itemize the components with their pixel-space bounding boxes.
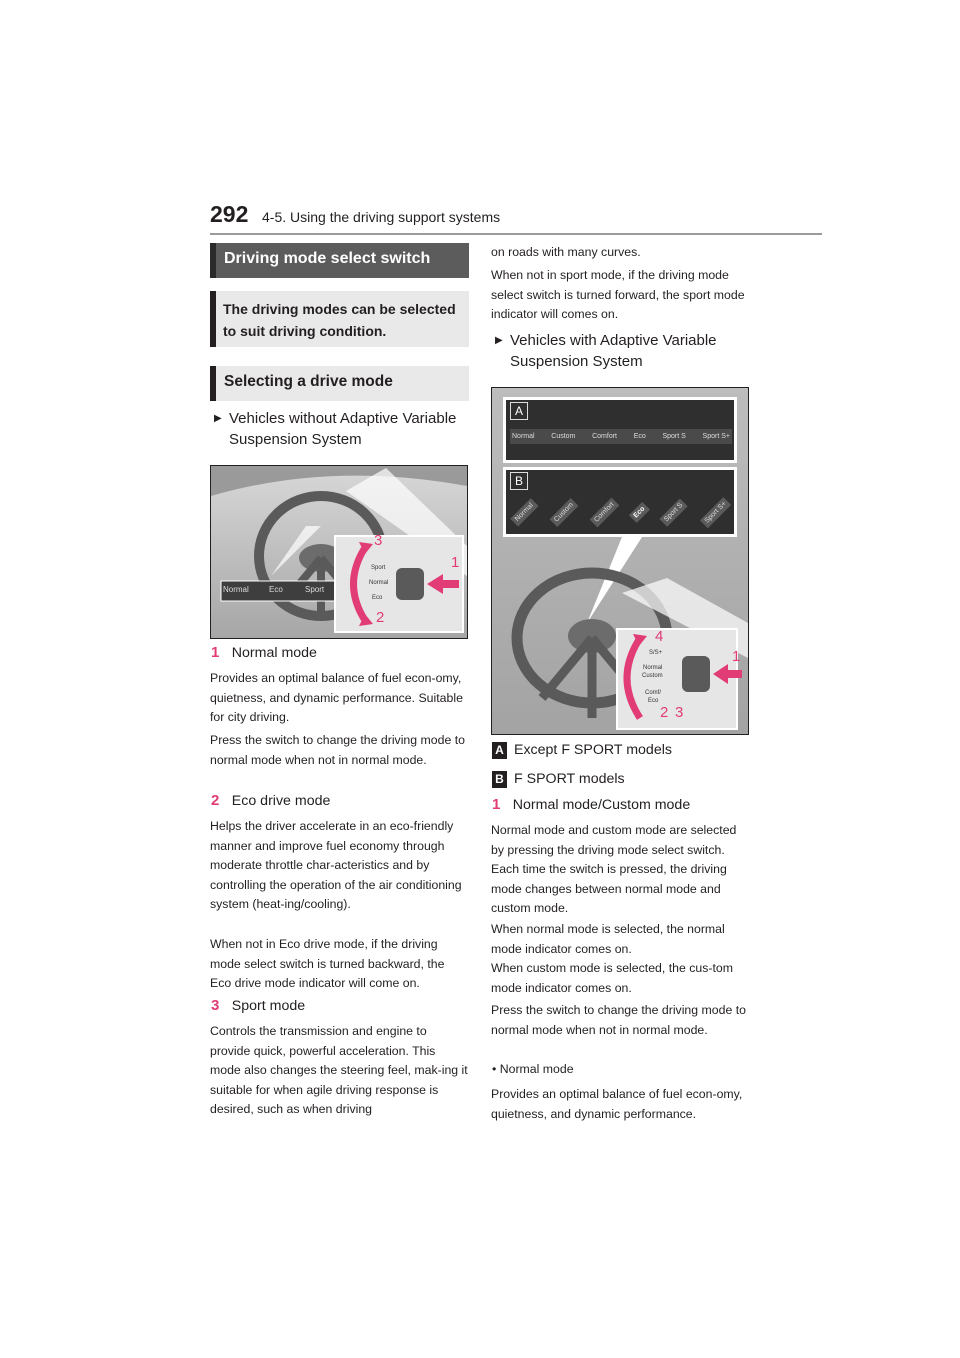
- item-2: [211, 792, 330, 810]
- mode-label: Sport S: [662, 433, 686, 440]
- figure-without-avs: [210, 465, 468, 639]
- mode-label: Custom: [549, 497, 578, 526]
- section-title: 4-5. Using the driving support systems: [262, 209, 501, 225]
- item-1: [211, 644, 317, 662]
- legend-text-a: Except F SPORT models: [514, 742, 672, 758]
- page-number: 292: [210, 201, 249, 227]
- figure-label-a: A: [510, 402, 528, 420]
- mode-label: Normal: [510, 498, 538, 526]
- intro-text: The driving modes can be selected to suit driving condition.: [223, 301, 456, 339]
- paragraph: Provides an optimal balance of fuel econ-omy, quietness, and dynamic performance.: [491, 1087, 743, 1121]
- bullet-heading: Vehicles without Adaptive Variable Suspension System: [229, 410, 457, 448]
- sub-heading-bar: [210, 366, 216, 401]
- header-rule: [210, 233, 822, 235]
- callout-1: 1: [732, 648, 741, 665]
- item-number: 2: [211, 792, 220, 809]
- mode-label: Normal: [512, 433, 535, 440]
- callout-4: 4: [655, 628, 664, 645]
- callout-3: 3: [675, 704, 684, 721]
- paragraph: When custom mode is selected, the cus-tom mode indicator comes on.: [491, 961, 733, 995]
- switch-label: S/S+: [649, 650, 663, 656]
- sub-heading-box: [210, 366, 469, 401]
- legend-text-b: F SPORT models: [514, 771, 625, 787]
- callout-1: 1: [451, 554, 460, 571]
- item-1-right: [492, 796, 690, 814]
- banner-title: Driving mode select switch: [224, 250, 431, 267]
- paragraph: Helps the driver accelerate in an eco-friendly manner and improve fuel economy through moderate throttle char-acteristics and by controlling the operation of the air conditioning system (heat-ing/cooling).: [210, 819, 462, 911]
- mode-display-b: [510, 492, 732, 532]
- paragraph: When not in sport mode, if the driving mode select switch is turned forward, the sport mode indicator will comes on.: [491, 268, 745, 321]
- bullet-heading: Vehicles with Adaptive Variable Suspension System: [510, 332, 717, 370]
- switch-label-normal: Normal: [369, 580, 389, 586]
- switch-label: Comf/: [645, 690, 662, 696]
- paragraph: on roads with many curves.: [491, 245, 641, 259]
- display-label-eco: Eco: [269, 585, 283, 594]
- switch-label: Eco: [648, 698, 659, 704]
- paragraph: Normal mode and custom mode are selected by pressing the driving mode select switch. Each time the switch is pressed, the driving mode changes between normal mode and custom mode.: [491, 823, 737, 915]
- display-label-normal: Normal: [223, 585, 249, 594]
- sub-heading: Selecting a drive mode: [224, 373, 393, 390]
- switch-label-eco: Eco: [372, 595, 383, 601]
- mode-label: Eco: [633, 433, 646, 440]
- callout-2: 2: [376, 609, 385, 626]
- mode-label: Sport S+: [702, 433, 730, 440]
- paragraph: Press the switch to change the driving mode to normal mode when not in normal mode.: [491, 1003, 746, 1037]
- item-title: Eco drive mode: [231, 793, 331, 809]
- switch-label: Normal: [643, 665, 663, 671]
- paragraph: Provides an optimal balance of fuel econ-omy, quietness, and dynamic performance. Suitable for city driving.: [210, 671, 463, 724]
- item-number: 3: [211, 997, 220, 1014]
- figure-label-b: B: [510, 472, 528, 490]
- paragraph: Press the switch to change the driving mode to normal mode when not in normal mode.: [210, 733, 465, 767]
- mode-label: Custom: [551, 433, 576, 440]
- intro-box: [210, 291, 469, 347]
- mode-display-a: [510, 429, 732, 444]
- triangle-bullet-icon: ▶: [214, 413, 222, 424]
- mode-label: Sport S: [659, 498, 688, 527]
- paragraph: Controls the transmission and engine to provide quick, powerful acceleration. This mode also changes the steering feel, mak-ing it suitable for when agile driving response is desired, such as when driving: [210, 1024, 468, 1116]
- display-label-sport: Sport: [305, 585, 325, 594]
- item-number: 1: [492, 796, 501, 813]
- title-banner: [210, 243, 469, 278]
- item-title: Normal mode/Custom mode: [512, 797, 691, 813]
- mode-label: Sport S+: [700, 496, 731, 527]
- legend-box-a: A: [492, 742, 507, 759]
- switch-label: Custom: [642, 673, 663, 679]
- banner-bar: [210, 243, 216, 278]
- sub-bullet: • Normal mode: [492, 1062, 574, 1076]
- callout-3: 3: [374, 532, 383, 549]
- figure-with-avs: [491, 387, 749, 735]
- paragraph: When normal mode is selected, the normal mode indicator comes on.: [491, 922, 725, 956]
- paragraph: When not in Eco drive mode, if the driving mode select switch is turned backward, the Eco drive mode indicator will come on.: [210, 937, 445, 990]
- item-title: Sport mode: [231, 998, 306, 1014]
- mode-label: Eco: [629, 501, 650, 522]
- mode-label: Comfort: [590, 497, 620, 527]
- callout-2: 2: [660, 704, 669, 721]
- legend-box-b: B: [492, 771, 507, 788]
- dashboard-illustration: [211, 466, 467, 638]
- item-3: [211, 997, 305, 1015]
- item-number: 1: [211, 644, 220, 661]
- intro-bar: [210, 291, 216, 347]
- item-title: Normal mode: [231, 645, 317, 661]
- triangle-bullet-icon: ▶: [495, 335, 503, 346]
- mode-label: Comfort: [592, 433, 617, 440]
- switch-label-sport: Sport: [371, 565, 386, 571]
